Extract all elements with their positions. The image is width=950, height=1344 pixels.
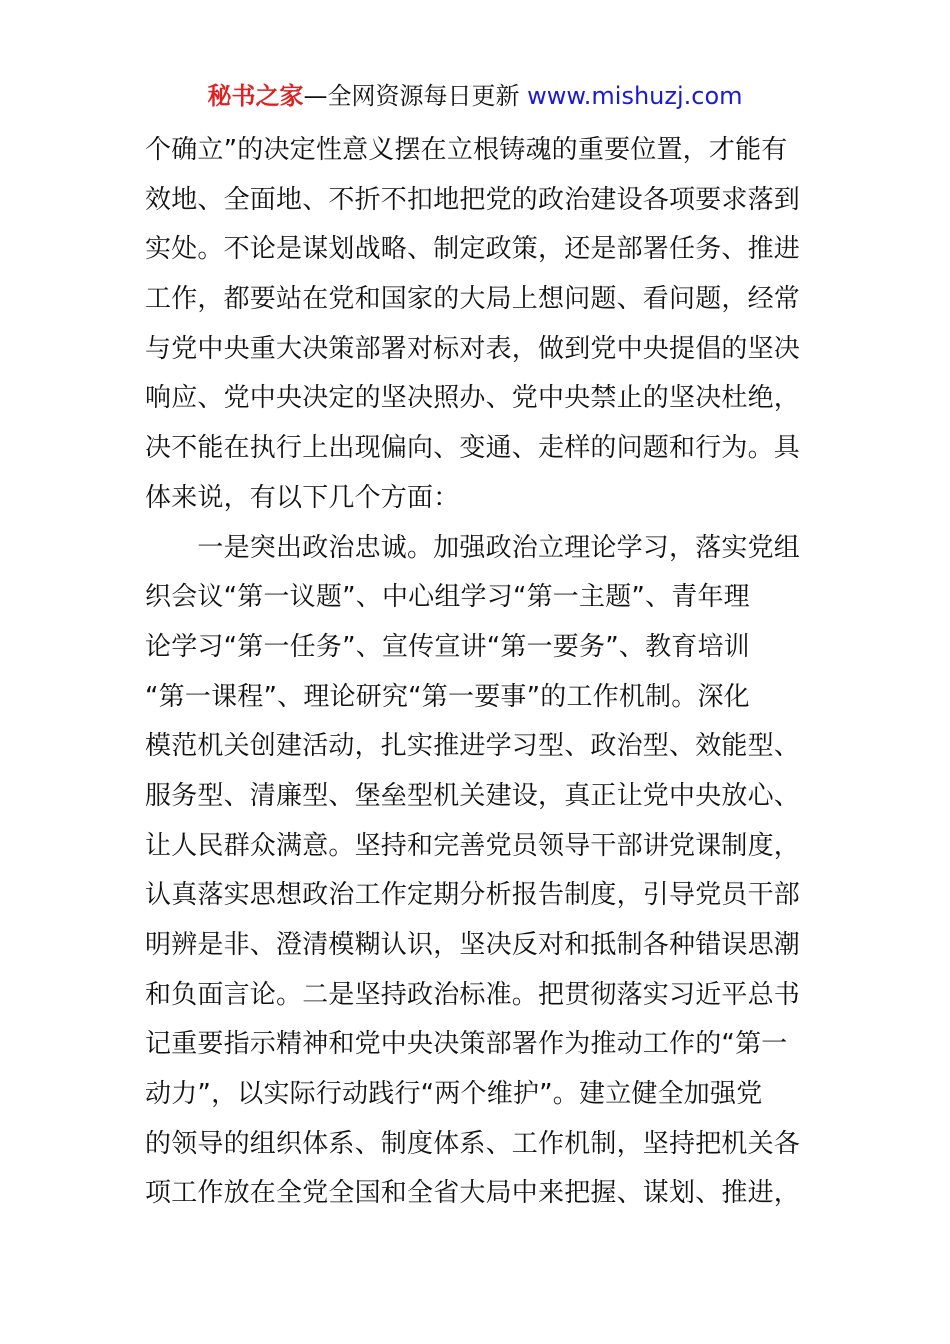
text-line: 动力”，以实际行动践行“两个维护”。建立健全加强党 (145, 1079, 763, 1110)
site-url-link[interactable]: www.mishuzj.com (527, 82, 743, 110)
text-line: 个确立”的决定性意义摆在立根铸魂的重要位置，才能有 (145, 135, 788, 165)
brand-name: 秘书之家 (207, 82, 304, 110)
text-line: 决不能在执行上出现偏向、变通、走样的问题和行为。具 (145, 433, 801, 464)
text-line: 实处。不论是谋划战略、制定政策，还是部署任务、推进 (145, 234, 801, 265)
text-line: 模范机关创建活动，扎实推进学习型、政治型、效能型、 (145, 731, 801, 762)
text-line: 认真落实思想政治工作定期分析报告制度，引导党员干部 (145, 880, 801, 911)
text-line: 项工作放在全党全国和全省大局中来把握、谋划、推进， (145, 1178, 801, 1209)
text-line: 效地、全面地、不折不扣地把党的政治建设各项要求落到 (145, 184, 801, 215)
text-line: 织会议“第一议题”、中心组学习“第一主题”、青年理 (145, 582, 750, 613)
text-line: 服务型、清廉型、堡垒型机关建设，真正让党中央放心、 (145, 780, 801, 811)
site-header (0, 80, 950, 112)
text-line: 论学习“第一任务”、宣传宣讲“第一要务”、教育培训 (145, 631, 750, 662)
text-line: 记重要指示精神和党中央决策部署作为推动工作的“第一 (145, 1029, 788, 1060)
text-line: 工作，都要站在党和国家的大局上想问题、看问题，经常 (145, 284, 801, 315)
text-line: 一是突出政治忠诚。加强政治立理论学习，落实党组 (145, 532, 801, 563)
text-line: 的领导的组织体系、制度体系、工作机制，坚持把机关各 (145, 1128, 801, 1159)
text-line: 体来说，有以下几个方面： (145, 482, 460, 513)
header-tagline: —全网资源每日更新 (303, 82, 520, 110)
text-line: “第一课程”、理论研究“第一要事”的工作机制。深化 (145, 681, 750, 712)
document-body (145, 126, 815, 1219)
text-line: 与党中央重大决策部署对标对表，做到党中央提倡的坚决 (145, 333, 801, 364)
text-line: 让人民群众满意。坚持和完善党员领导干部讲党课制度， (145, 830, 801, 861)
text-line: 响应、党中央决定的坚决照办、党中央禁止的坚决杜绝， (145, 383, 801, 414)
text-line: 明辨是非、澄清模糊认识，坚决反对和抵制各种错误思潮 (145, 930, 801, 960)
text-line: 和负面言论。二是坚持政治标准。把贯彻落实习近平总书 (145, 979, 801, 1010)
